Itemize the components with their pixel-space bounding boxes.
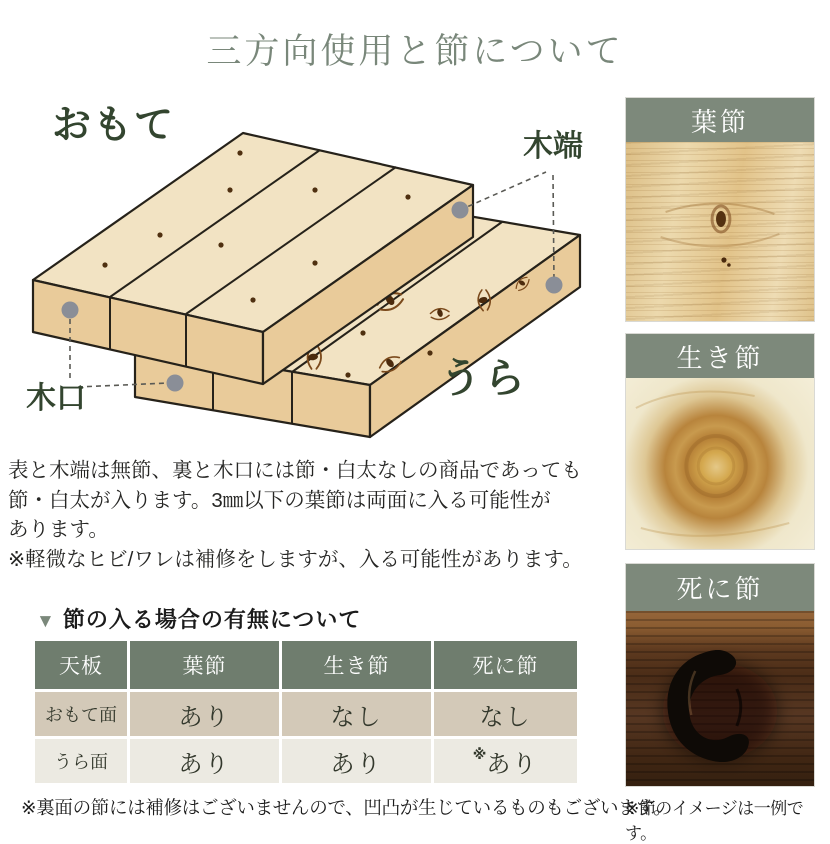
description-text: [8, 456, 623, 574]
table-cell: [434, 739, 577, 783]
sidebar-caption: ※節のイメージは一例です。: [625, 799, 804, 843]
column-header: 天板: [35, 641, 127, 689]
cell-value: なし: [330, 703, 383, 731]
label-board-edge: 木端: [523, 130, 583, 163]
live-knot-photo: [626, 378, 814, 549]
dead-knot-header: 死に節: [626, 564, 814, 611]
label-back-face: うら: [440, 355, 528, 401]
live-knot-header: 生き節: [626, 334, 814, 378]
table-cell: [282, 692, 431, 736]
label-end-grain: 木口: [26, 382, 86, 415]
page-title: 三方向使用と節について: [206, 32, 624, 71]
cell-value: あり: [330, 750, 383, 778]
table-footnote: ※裏面の節には補修はございませんので、凹凸が生じているものもございます。: [21, 797, 672, 818]
description-line: あります。: [8, 518, 109, 541]
dead-knot-photo: [626, 611, 814, 786]
leaf-knot-header: 葉節: [626, 98, 814, 142]
table-cell: [130, 739, 279, 783]
dead-knot-block: [625, 563, 815, 787]
leaf-knot-block: [625, 97, 815, 322]
column-header: 死に節: [434, 641, 577, 689]
label-front-face: おもて: [52, 104, 176, 147]
live-knot-block: [625, 333, 815, 550]
column-header: 葉節: [130, 641, 279, 689]
knot-presence-table: [35, 641, 577, 783]
leaf-knot-detail: [626, 142, 814, 321]
description-line: ※軽微なヒビ/ワレは補修をしますが、入る可能性があります。: [8, 547, 583, 571]
leaf-knot-photo: [626, 142, 814, 321]
dead-knot-detail: [626, 611, 814, 786]
triangle-marker-icon: ▼: [36, 611, 56, 632]
description-line: 表と木端は無節、裏と木口には節・白太なしの商品であっても: [8, 459, 582, 482]
cell-value: なし: [479, 703, 532, 731]
table-cell: [130, 692, 279, 736]
note-mark: ※: [472, 745, 487, 762]
row-label: うら面: [35, 739, 127, 783]
cell-value: あり: [178, 750, 231, 778]
row-label: おもて面: [35, 692, 127, 736]
column-header: 生き節: [282, 641, 431, 689]
table-section-heading: [36, 603, 361, 634]
description-line: 節・白太が入ります。3㎜以下の葉節は両面に入る可能性が: [8, 488, 551, 512]
knot-examples-sidebar: [625, 97, 815, 844]
live-knot-detail: [626, 378, 814, 549]
table-cell: [282, 739, 431, 783]
board-diagram: [18, 90, 625, 452]
table-section-title: 節の入る場合の有無について: [62, 607, 362, 632]
cell-value: あり: [486, 750, 539, 778]
table-cell: [434, 692, 577, 736]
cell-value: あり: [178, 703, 231, 731]
